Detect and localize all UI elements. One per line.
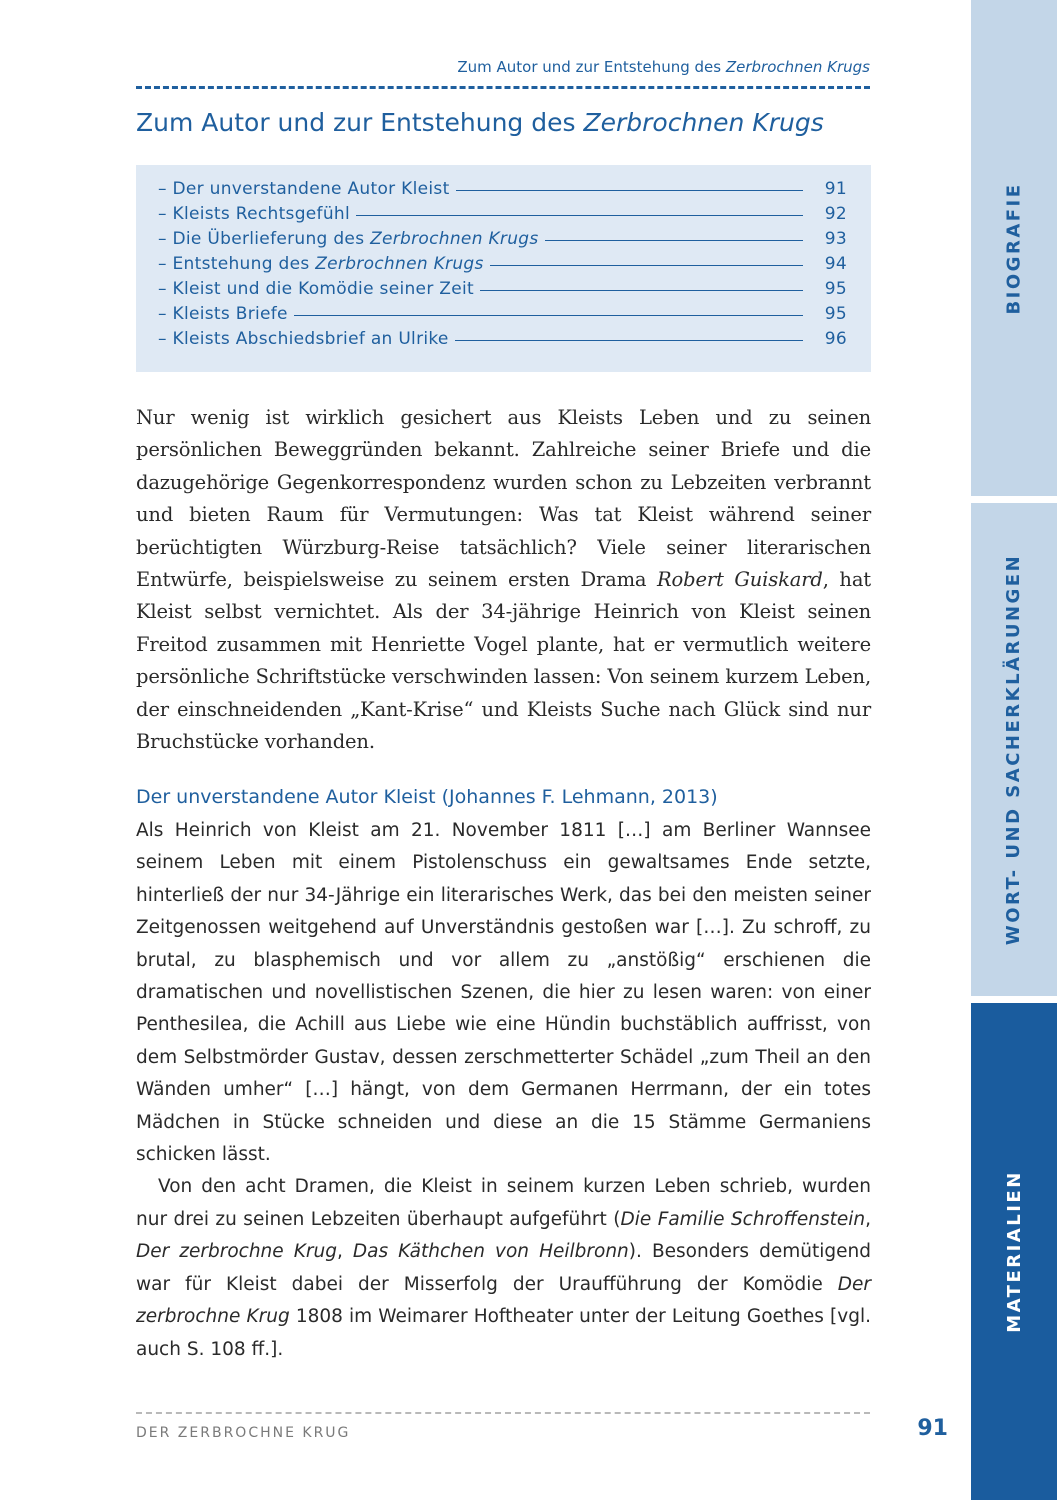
table-of-contents [136,165,871,372]
quoted-text-block [136,815,871,1366]
toc-entry[interactable] [158,254,847,279]
work-title-italic: Robert Guiskard [657,568,823,592]
toc-leader-line [480,290,803,291]
toc-entry[interactable] [158,204,847,229]
toc-page-number: 96 [824,329,847,349]
toc-entry[interactable] [158,329,847,354]
tab-biografie[interactable] [971,0,1057,496]
footer-divider [136,1412,870,1414]
toc-entry-label: – Die Überlieferung des Zerbrochnen Krugs [158,229,539,249]
running-head-italic: Zerbrochnen Krugs [725,58,870,76]
toc-entry[interactable] [158,279,847,304]
quote-paragraph: Als Heinrich von Kleist am 21. November 1811 […] am Berliner Wannsee seinem Leben mit einem Pistolenschuss ein gewaltsames Ende setzte, hinterließ der nur 34-Jährige ein literarisches Werk, das bei den meisten seiner Zeitgenossen weitgehend auf Unverständnis gestoßen war […]. Zu schroff, zu brutal, zu blasphemisch und vor allem zu „anstößig“ erschienen die dramatischen und novellistischen Szenen, die hier zu lesen waren: von einer Penthesilea, die Achill aus Liebe wie eine Hündin buchstäblich auffrisst, von dem Selbstmörder Gustav, dessen zerschmetterter Schädel „zum Theil an den Wänden umher“ […] hängt, von dem Germanen Herrmann, der ein totes Mädchen in Stücke schneiden und diese an die 15 Stämme Germaniens schicken lässt. [136,820,871,1166]
toc-entry-label: – Kleists Briefe [158,304,288,324]
toc-leader-line [356,215,803,216]
toc-entry[interactable] [158,229,847,254]
toc-entry[interactable] [158,179,847,204]
tab-wort-label: WORT- UND SACHERKLÄRUNGEN [1003,553,1025,946]
tab-biografie-label: BIOGRAFIE [1003,181,1025,315]
header-divider [136,86,870,89]
toc-page-number: 91 [824,179,847,199]
footer-book-title: DER ZERBROCHNE KRUG [136,1425,351,1441]
toc-entry-label: – Kleist und die Komödie seiner Zeit [158,279,475,299]
page-number: 91 [917,1416,948,1441]
tab-materialien[interactable] [971,1003,1057,1500]
section-heading: Der unverstandene Autor Kleist (Johannes F. Lehmann, 2013) [136,786,718,808]
tab-materialien-label: MATERIALIEN [1003,1170,1025,1333]
tab-wort-und-sacherklaerungen[interactable] [971,503,1057,996]
toc-leader-line [545,240,803,241]
toc-entry-label: – Der unverstandene Autor Kleist [158,179,450,199]
toc-entry-label: – Kleists Rechtsgefühl [158,204,350,224]
running-head-text: Zum Autor und zur Entstehung des [457,58,726,76]
toc-entry-label: – Kleists Abschiedsbrief an Ulrike [158,329,449,349]
intro-paragraph: Nur wenig ist wirklich gesichert aus Kleists Leben und zu seinen persönlichen Beweggründen bekannt. Zahlreiche seiner Briefe und die dazugehörige Gegenkorrespondenz wurden schon zu Lebzeiten verbrannt und bieten Raum für Vermutungen: Was tat Kleist während seiner berüchtigten Würzburg-Reise tatsächlich? Viele seiner literarischen Entwürfe, beispielsweise zu seinem ersten Drama Robert Guiskard, hat Kleist selbst vernichtet. Als der 34-jährige Heinrich von Kleist seinen Freitod zusammen mit Henriette Vogel plante, hat er vermutlich weitere persönliche Schriftstücke verschwinden lassen: Von seinem kurzem Leben, der einschneidenden „Kant-Krise“ und Kleists Suche nach Glück sind nur Bruchstücke vorhanden. [136,406,871,754]
toc-page-number: 94 [824,254,847,274]
toc-page-number: 95 [824,304,847,324]
toc-entry-label: – Entstehung des Zerbrochnen Krugs [158,254,484,274]
toc-leader-line [455,340,803,341]
running-head [136,58,870,76]
toc-page-number: 93 [824,229,847,249]
toc-page-number: 92 [824,204,847,224]
toc-entry[interactable] [158,304,847,329]
toc-leader-line [294,315,803,316]
toc-leader-line [456,190,803,191]
chapter-title [136,108,876,137]
toc-leader-line [490,265,803,266]
toc-page-number: 95 [824,279,847,299]
quote-paragraph: Von den acht Dramen, die Kleist in seinem kurzen Leben schrieb, wurden nur drei zu seinen Lebzeiten überhaupt aufgeführt (Die Familie Schroffenstein, Der zerbrochne Krug, Das Käthchen von Heilbronn). Besonders demütigend war für Kleist dabei der Misserfolg der Uraufführung der Komödie Der zerbrochne Krug 1808 im Weimarer Hoftheater unter der Leitung Goethes [vgl. auch S. 108 ff.]. [136,1176,871,1360]
chapter-title-text: Zum Autor und zur Entstehung des [136,108,584,137]
chapter-title-italic: Zerbrochnen Krugs [583,108,824,137]
